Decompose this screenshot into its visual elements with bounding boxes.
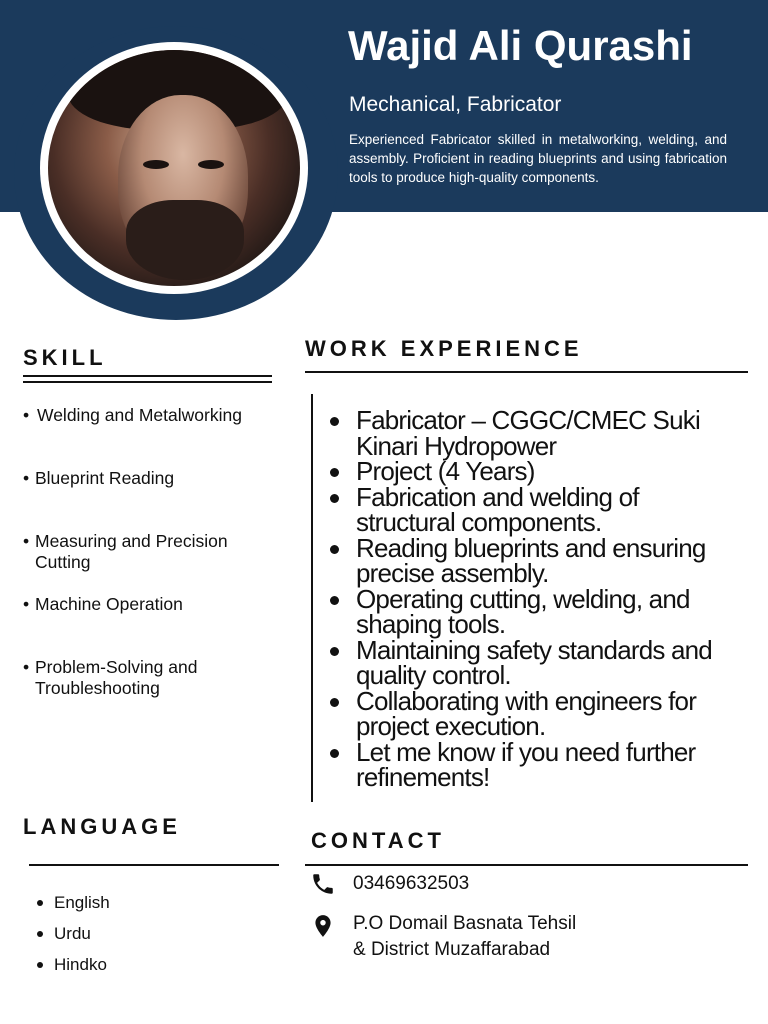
contact-address-line1: P.O Domail Basnata Tehsil: [353, 913, 577, 934]
resume-role: Mechanical, Fabricator: [349, 93, 562, 116]
work-bullet: [330, 647, 339, 656]
work-bullet: [330, 494, 339, 503]
skill-bullet: •: [23, 468, 30, 488]
skill-item: [23, 594, 285, 615]
photo-eye-left: [143, 160, 169, 169]
language-bullet: [37, 931, 43, 937]
language-list: [36, 890, 110, 983]
work-bullet: [330, 545, 339, 554]
contact-section-title: CONTACT: [311, 828, 445, 853]
work-text: Collaborating with engineers for project execution.: [356, 685, 697, 741]
language-section-title: LANGUAGE: [23, 814, 181, 839]
skill-text: Machine Operation: [35, 594, 183, 614]
skill-item: [23, 531, 273, 573]
language-text: Hindko: [54, 955, 107, 974]
language-item: [36, 921, 110, 952]
location-pin-icon: [310, 913, 336, 939]
skill-bullet: •: [23, 531, 30, 551]
language-item: [36, 952, 110, 983]
work-text: Fabrication and welding of structural components.: [356, 481, 639, 537]
work-text: Maintaining safety standards and quality control.: [356, 634, 712, 690]
skill-rule-top: [23, 375, 272, 377]
skill-item: [23, 468, 285, 489]
work-item: [328, 685, 738, 741]
contact-phone[interactable]: 03469632503: [353, 873, 470, 894]
work-bullet: [330, 698, 339, 707]
work-rule: [305, 371, 748, 373]
resume-name: Wajid Ali Qurashi: [348, 22, 693, 69]
skill-bullet: •: [23, 657, 30, 677]
resume-summary: Experienced Fabricator skilled in metalworking, welding, and assembly. Proficient in reading blueprints and using fabrication tools to produce high-quality components.: [349, 132, 727, 185]
work-item: [328, 583, 738, 639]
skill-text: Blueprint Reading: [35, 468, 175, 488]
skill-section-title: SKILL: [23, 345, 107, 370]
skill-rule-bottom: [23, 381, 272, 383]
skill-text: Problem-Solving and Troubleshooting: [35, 657, 198, 698]
work-bullet: [330, 749, 339, 758]
work-bullet: [330, 417, 339, 426]
phone-icon: [310, 871, 336, 897]
work-item: [328, 481, 738, 537]
work-item: [328, 532, 738, 588]
skill-bullet: •: [23, 594, 30, 614]
work-text: Let me know if you need further refinements!: [356, 736, 696, 792]
work-section-title: WORK EXPERIENCE: [305, 336, 583, 361]
work-item: [328, 736, 738, 792]
language-text: English: [54, 893, 110, 912]
work-bullet: [330, 468, 339, 477]
work-text: Project (4 Years): [356, 456, 535, 486]
work-text: Fabricator – CGGC/CMEC Suki Kinari Hydropower: [356, 405, 700, 461]
language-item: [36, 890, 110, 921]
contact-rule: [305, 864, 748, 866]
language-bullet: [37, 900, 43, 906]
work-item: [328, 405, 738, 461]
language-bullet: [37, 962, 43, 968]
skill-text: Welding and Metalworking: [37, 405, 242, 425]
work-text: Operating cutting, welding, and shaping tools.: [356, 583, 690, 639]
skill-item: [23, 405, 285, 426]
language-text: Urdu: [54, 924, 91, 943]
work-list: [328, 405, 738, 792]
profile-photo: [48, 50, 300, 286]
work-text: Reading blueprints and ensuring precise assembly.: [356, 532, 706, 588]
photo-beard: [126, 200, 244, 280]
contact-address-line2: & District Muzaffarabad: [353, 939, 551, 960]
skill-item: [23, 657, 248, 699]
skill-text: Measuring and Precision Cutting: [35, 531, 228, 572]
language-rule: [29, 864, 279, 866]
work-bullet: [330, 596, 339, 605]
work-item: [328, 634, 738, 690]
skill-bullet: •: [23, 405, 30, 425]
photo-eye-right: [198, 160, 224, 169]
work-divider: [311, 394, 313, 802]
